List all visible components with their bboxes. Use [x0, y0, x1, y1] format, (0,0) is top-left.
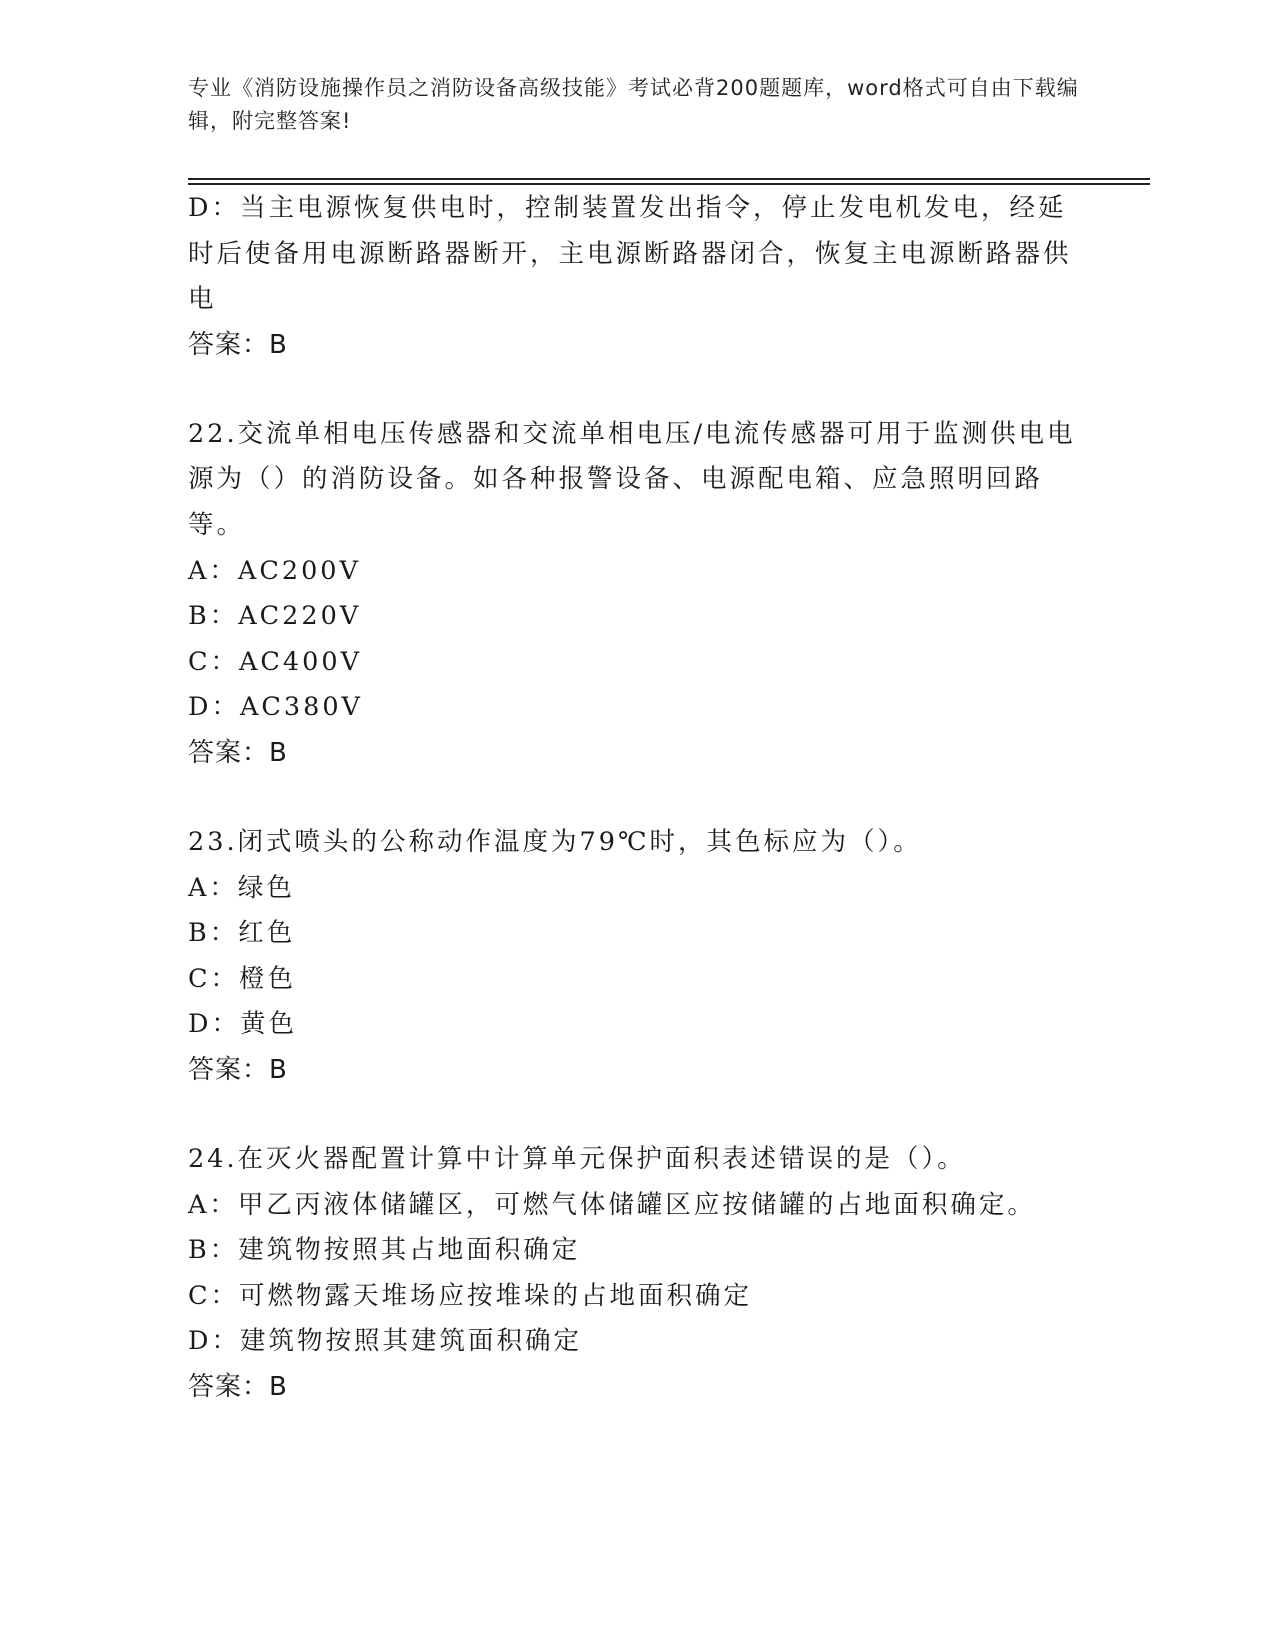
option-d-continued: D：当主电源恢复供电时，控制装置发出指令，停止发电机发电，经延时后使备用电源断路器断开，主电源断路器闭合，恢复主电源断路器供电	[188, 193, 1072, 315]
header-rule-bottom	[188, 183, 1150, 185]
question-23	[188, 820, 1088, 1092]
question-stem: 23.闭式喷头的公称动作温度为79℃时，其色标应为（）。	[188, 826, 922, 857]
question-24	[188, 1137, 1088, 1409]
option-d: D：建筑物按照其建筑面积确定	[188, 1326, 582, 1357]
answer-label: 答案：B	[188, 1371, 288, 1402]
document-header: 专业《消防设施操作员之消防设备高级技能》考试必背200题题库，word格式可自由下载编辑，附完整答案!	[188, 76, 1079, 133]
option-a: A：甲乙丙液体储罐区，可燃气体储罐区应按储罐的占地面积确定。	[188, 1189, 1036, 1220]
question-fragment	[188, 186, 1088, 367]
option-a: A：AC200V	[188, 555, 361, 586]
answer-label: 答案：B	[188, 329, 288, 360]
option-a: A：绿色	[188, 872, 295, 903]
option-d: D：黄色	[188, 1009, 297, 1040]
option-b: B：建筑物按照其占地面积确定	[188, 1235, 581, 1266]
question-content	[188, 186, 1088, 1409]
question-stem: 24.在灭火器配置计算中计算单元保护面积表述错误的是（）。	[188, 1143, 966, 1174]
header-rule-top	[188, 178, 1150, 180]
question-22	[188, 412, 1088, 775]
option-c: C：橙色	[188, 963, 297, 994]
answer-label: 答案：B	[188, 737, 288, 768]
option-c: C：可燃物露天堆场应按堆垛的占地面积确定	[188, 1280, 753, 1311]
question-stem: 22.交流单相电压传感器和交流单相电压/电流传感器可用于监测供电电源为（）的消防设备。如各种报警设备、电源配电箱、应急照明回路等。	[188, 418, 1076, 540]
option-d: D：AC380V	[188, 692, 363, 723]
option-b: B：AC220V	[188, 601, 362, 632]
option-b: B：红色	[188, 918, 296, 949]
option-c: C：AC400V	[188, 646, 363, 677]
answer-label: 答案：B	[188, 1054, 288, 1085]
